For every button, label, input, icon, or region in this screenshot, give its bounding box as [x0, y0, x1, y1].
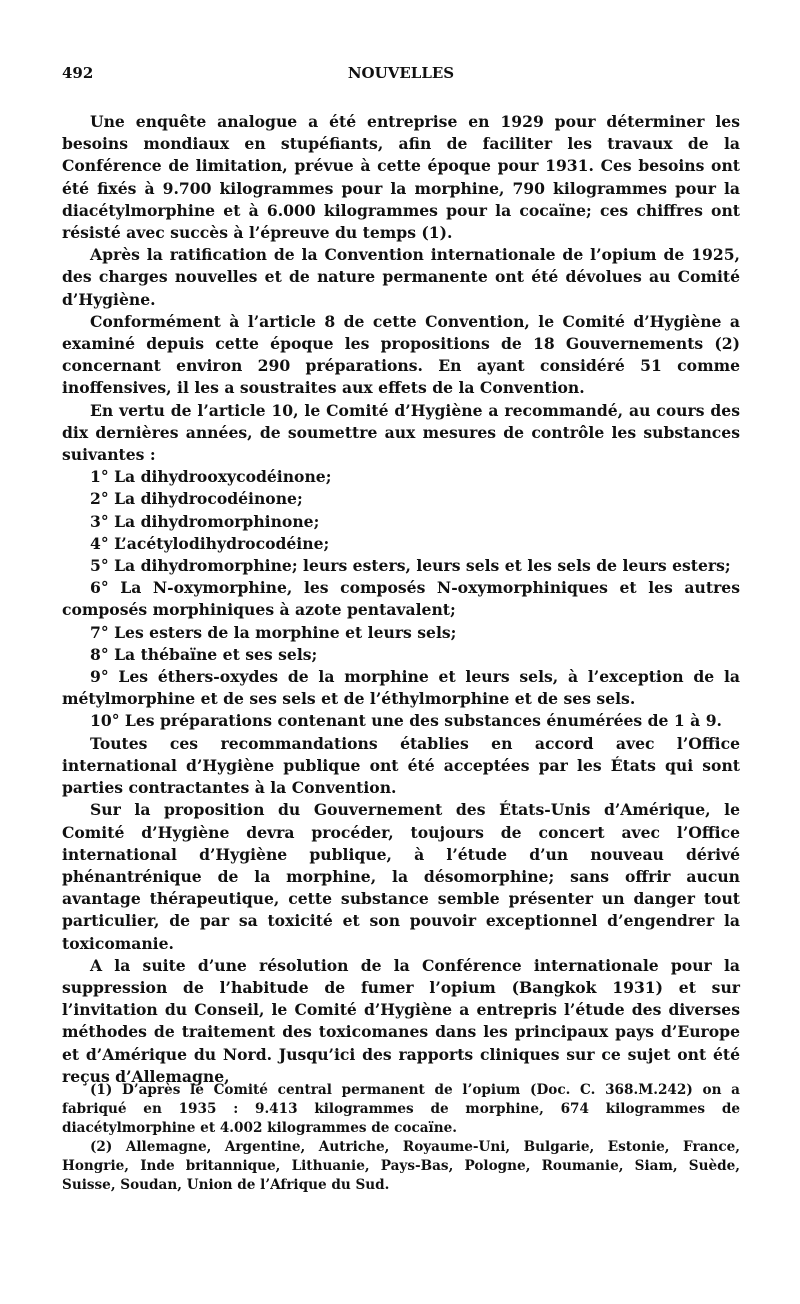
- footnote: (1) D’après le Comité central permanent de l’opium (Doc. C. 368.M.242) on a fabriqué en 1935 : 9.413 kilogrammes de morphine, 674 kilogrammes de diacétylmorphine et 4.002 kilogrammes de cocaïne.: [62, 1082, 740, 1136]
- list-item: 1° La dihydrooxycodéinone;: [90, 467, 332, 487]
- page-header: [62, 64, 740, 88]
- list-item: 5° La dihydromorphine; leurs esters, leurs sels et les sels de leurs esters;: [90, 556, 731, 576]
- running-head: NOUVELLES: [347, 64, 455, 82]
- paragraph: Sur la proposition du Gouvernement des États-Unis d’Amérique, le Comité d’Hygiène devra procéder, toujours de concert avec l’Office international d’Hygiène publique, à l’étude d’un nouveau dérivé phénantrénique de la morphine, la désomorphine; sans offrir aucun avantage thérapeutique, cette substance semble présenter un danger tout particulier, de par sa toxicité et son pouvoir exceptionnel d’engendrer la toxicomanie.: [62, 800, 740, 953]
- paragraph: A la suite d’une résolution de la Conférence internationale pour la suppression de l’habitude de fumer l’opium (Bangkok 1931) et sur l’invitation du Conseil, le Comité d’Hygiène a entrepris l’étude des diverses méthodes de traitement des toxicomanes dans les principaux pays d’Europe et d’Amérique du Nord. Jusqu’ici des rapports cliniques sur ce sujet ont été reçus d’Allemagne,: [62, 955, 740, 1086]
- page-number: 492: [62, 64, 94, 82]
- list-item: 7° Les esters de la morphine et leurs sels;: [90, 622, 457, 642]
- paragraph: Une enquête analogue a été entreprise en 1929 pour déterminer les besoins mondiaux en stupéfiants, afin de faciliter les travaux de la Conférence de limitation, prévue à cette époque pour 1931. Ces besoins ont été fixés à 9.700 kilogrammes pour la morphine, 790 kilogrammes pour la diacétylmorphine et à 6.000 kilogrammes pour la cocaïne; ces chiffres ont résisté avec succès à l’épreuve du temps (1).: [62, 112, 740, 243]
- list-item: 4° L’acétylodihydrocodéine;: [90, 533, 330, 553]
- list-item: 10° Les préparations contenant une des substances énumérées de 1 à 9.: [90, 711, 722, 731]
- list-item: 8° La thébaïne et ses sels;: [90, 644, 318, 664]
- paragraph: En vertu de l’article 10, le Comité d’Hygiène a recommandé, au cours des dix dernières années, de soumettre aux mesures de contrôle les substances suivantes :: [62, 400, 740, 465]
- list-item: 9° Les éthers-oxydes de la morphine et leurs sels, à l’exception de la métylmorphine et de ses sels et de l’éthylmorphine et de ses sels.: [62, 667, 740, 709]
- footnotes: [62, 1081, 740, 1195]
- list-item: 3° La dihydromorphinone;: [90, 511, 320, 531]
- paragraph: Après la ratification de la Convention internationale de l’opium de 1925, des charges nouvelles et de nature permanente ont été dévolues au Comité d’Hygiène.: [62, 245, 740, 309]
- body-text: [62, 111, 740, 1088]
- paragraph: Toutes ces recommandations établies en accord avec l’Office international d’Hygiène publique ont été acceptées par les États qui sont parties contractantes à la Convention.: [62, 733, 740, 798]
- list-item: 6° La N-oxymorphine, les composés N-oxymorphiniques et les autres composés morphiniques à azote pentavalent;: [62, 578, 740, 620]
- list-item: 2° La dihydrocodéinone;: [90, 489, 303, 509]
- footnote: (2) Allemagne, Argentine, Autriche, Royaume-Uni, Bulgarie, Estonie, France, Hongrie, Inde britannique, Lithuanie, Pays-Bas, Pologne, Roumanie, Siam, Suède, Suisse, Soudan, Union de l’Afrique du Sud.: [62, 1139, 740, 1193]
- paragraph: Conformément à l’article 8 de cette Convention, le Comité d’Hygiène a examiné depuis cette époque les propositions de 18 Gouvernements (2) concernant environ 290 préparations. En ayant considéré 51 comme inoffensives, il les a soustraites aux effets de la Convention.: [62, 311, 740, 398]
